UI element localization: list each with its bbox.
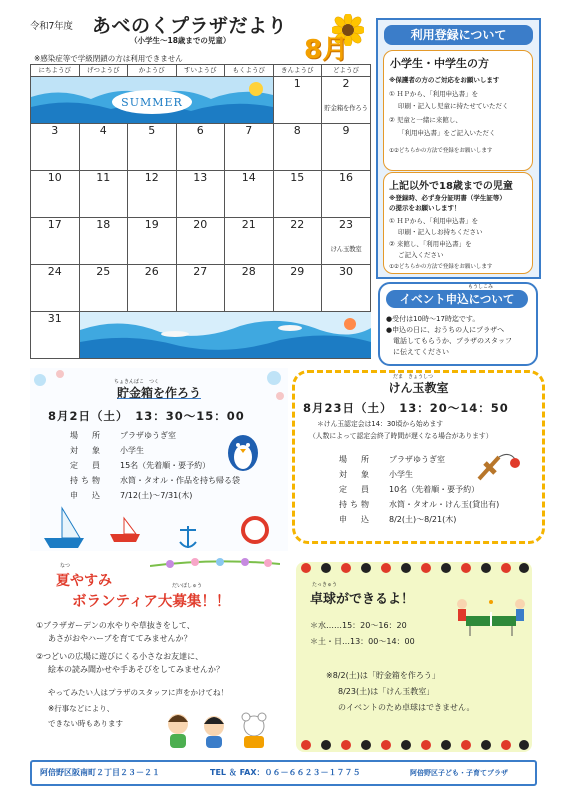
- weekday-fri: きんようび: [273, 65, 322, 77]
- age-note: （小学生〜18歳までの児童）: [130, 36, 231, 45]
- detail-value: プラザゆうぎ室: [120, 431, 176, 440]
- calendar-week: [31, 171, 371, 218]
- detail-row: [70, 473, 240, 488]
- surf-banner: [79, 312, 371, 359]
- other-step2: ② 来館し、「利用申込書」を: [389, 240, 472, 248]
- calendar-week: [31, 124, 371, 171]
- month-label: 8月: [304, 35, 349, 65]
- detail-value: プラザゆうぎ室: [389, 455, 445, 464]
- day-number: 27: [193, 265, 208, 278]
- elementary-heading: 小学生・中学生の方: [390, 57, 489, 70]
- detail-key: 場 所: [70, 431, 103, 440]
- event-application-title: イベント申込について: [386, 290, 528, 308]
- event-app-hours: ●受付は10時〜17時迄です。: [386, 315, 480, 323]
- calendar-day: [176, 124, 225, 171]
- detail-row: [70, 488, 240, 503]
- weekday-mon: げつようび: [79, 65, 128, 77]
- paddle-border-top: [296, 562, 532, 576]
- calendar-day: [322, 77, 371, 124]
- calendar-day: [31, 312, 80, 359]
- day-number: 26: [144, 265, 159, 278]
- registration-title: 利用登録について: [384, 25, 533, 45]
- detail-key: 場 所: [339, 455, 372, 464]
- day-number: 16: [339, 171, 353, 184]
- day-number: 10: [47, 171, 62, 184]
- elementary-step1-cont: 印刷・記入し児童に持たせていただく: [398, 102, 509, 110]
- detail-row: [339, 512, 499, 527]
- day-number: 21: [241, 218, 256, 231]
- day-number: 23: [339, 218, 353, 231]
- volunteer-line3: ②つどいの広場に遊びにくる小さなお友達に、: [36, 652, 204, 661]
- day-event: けん玉教室: [330, 245, 362, 253]
- kendama-date: 8月23日（土） 13：20〜14：50: [303, 401, 509, 415]
- day-number: 30: [339, 265, 353, 278]
- volunteer-line4: 絵本の読み聞かせや手あそびをしてみませんか？: [48, 665, 224, 674]
- calendar-day: [273, 265, 322, 312]
- detail-value: 8/2(土)〜8/21(木): [389, 515, 457, 524]
- ping-pong-icon: [456, 594, 526, 636]
- other-method-note: ①②どちらかの方法で登録をお願いします: [389, 264, 493, 270]
- footer-phone: TEL ＆ FAX：０６－６６２３－１７７５: [210, 768, 361, 777]
- calendar-day: [31, 218, 80, 265]
- calendar-day: [128, 171, 177, 218]
- title-furigana: なつ: [60, 563, 71, 569]
- detail-value: 小学生: [389, 470, 413, 479]
- calendar-day: [31, 124, 80, 171]
- calendar-day: [79, 124, 128, 171]
- calendar-day: [31, 171, 80, 218]
- day-event: 貯金箱を作ろう: [324, 104, 368, 112]
- day-number: 14: [241, 171, 256, 184]
- detail-key: 申 込: [70, 491, 103, 500]
- id-requirement-note-cont: の提示をお願いします！: [389, 204, 461, 212]
- day-number: 22: [290, 218, 305, 231]
- volunteer-line5: やってみたい人はプラザのスタッフに声をかけてね！: [48, 688, 228, 697]
- detail-row: [70, 458, 240, 473]
- day-number: 29: [290, 265, 305, 278]
- detail-key: 定 員: [70, 461, 103, 470]
- detail-value: 水筒・タオル・作品を持ち帰る袋: [120, 476, 240, 485]
- day-number: 15: [290, 171, 305, 184]
- detail-key: 持ち物: [70, 476, 103, 485]
- title-furigana: たっきゅう: [312, 582, 338, 588]
- calendar-day: [225, 171, 274, 218]
- calendar-day: [176, 218, 225, 265]
- volunteer-title-1: 夏やすみ: [56, 573, 112, 589]
- volunteer-line6: ※行事などにより、: [48, 704, 115, 713]
- title-furigana: だま きょうしつ: [393, 374, 434, 380]
- summer-banner-art: [31, 77, 273, 123]
- calendar-day: [225, 218, 274, 265]
- kendama-note1: ＊けん玉認定会は14：30頃から始めます: [317, 420, 444, 428]
- surf-banner-art: [80, 312, 371, 358]
- volunteer-line2: あさがおやハーブを育ててみませんか？: [48, 634, 192, 643]
- day-number: 4: [99, 124, 107, 137]
- paddle-border-bottom: [296, 738, 532, 752]
- elementary-method-note: ①②どちらかの方法で登録をお願いします: [389, 148, 493, 154]
- calendar-day: [322, 124, 371, 171]
- calendar-week: [31, 77, 371, 124]
- weekday-header: [31, 65, 371, 77]
- piggy-bank-details: [70, 428, 240, 503]
- day-number: 20: [193, 218, 208, 231]
- calendar-week: [31, 312, 371, 359]
- elementary-note: ※保護者の方のご対応をお願いします: [389, 76, 500, 84]
- kids-illustration: [162, 708, 280, 750]
- detail-key: 持ち物: [339, 500, 372, 509]
- calendar-day: [79, 265, 128, 312]
- tt-note1: ※8/2(土)は「貯金箱を作ろう」: [326, 671, 440, 680]
- detail-row: [70, 443, 240, 458]
- weekday-sat: どようび: [322, 65, 371, 77]
- volunteer-line1: ①プラザガーデンの水やりや草抜きをして、: [36, 621, 195, 630]
- detail-value: 小学生: [120, 446, 144, 455]
- table-tennis-title: 卓球ができるよ！: [310, 592, 415, 607]
- day-number: 13: [193, 171, 208, 184]
- volunteer-line7: できない時もあります: [48, 719, 123, 728]
- weekday-thu: もくようび: [225, 65, 274, 77]
- detail-row: [339, 497, 499, 512]
- event-app-line3: 電話してもらうか、プラザのスタッフ: [393, 337, 512, 345]
- event-app-line4: に伝えてください: [393, 348, 449, 356]
- day-number: 19: [144, 218, 159, 231]
- piggy-bank-event: [30, 368, 288, 551]
- weekday-wed: すいようび: [176, 65, 225, 77]
- kendama-icon: [475, 449, 523, 485]
- kendama-note2: （人数によって認定会終了時間が遅くなる場合があります）: [309, 432, 493, 440]
- day-number: 28: [241, 265, 256, 278]
- other-youth-box: [383, 172, 533, 274]
- event-app-furigana: もうしこみ: [468, 284, 494, 290]
- kendama-title: けん玉教室: [388, 381, 449, 395]
- footer-organization: 阿倍野区子ども・子育てプラザ: [410, 769, 508, 777]
- day-number: 7: [245, 124, 253, 137]
- day-number: 3: [51, 124, 59, 137]
- edition-label: 令和7年度: [30, 21, 73, 32]
- event-application-panel: [378, 282, 538, 366]
- elementary-step2: ② 児童と一緒に来館し、: [389, 116, 462, 124]
- calendar-day: [79, 218, 128, 265]
- detail-key: 対 象: [70, 446, 103, 455]
- other-youth-heading: 上記以外で18歳までの児童: [389, 181, 513, 192]
- calendar-day: [322, 265, 371, 312]
- calendar-day: [225, 265, 274, 312]
- summer-banner: [31, 77, 274, 124]
- calendar-day: [322, 218, 371, 265]
- other-step2-cont: ご記入ください: [398, 251, 444, 259]
- calendar-day: [176, 171, 225, 218]
- other-step1-cont: 印刷・記入しお持ちください: [398, 228, 483, 236]
- event-app-line2: ●申込の日に、おうちの人にプラザへ: [386, 326, 505, 334]
- volunteer-title-2: ボランティア大募集！！: [72, 594, 231, 610]
- detail-value: 15名（先着順・要予約）: [120, 461, 211, 470]
- flower-garland: [150, 556, 280, 574]
- day-number: 9: [342, 124, 350, 137]
- calendar-day: [322, 171, 371, 218]
- calendar-day: [128, 265, 177, 312]
- piggy-bank-title: 貯金箱を作ろう: [116, 386, 201, 400]
- day-number: 2: [342, 77, 350, 90]
- detail-key: 申 込: [339, 515, 372, 524]
- calendar-day: [128, 218, 177, 265]
- closure-notice: ※感染症等で学級閉鎖の方は利用できません: [34, 54, 183, 63]
- day-number: 6: [196, 124, 204, 137]
- calendar-day: [225, 124, 274, 171]
- registration-panel: [376, 18, 541, 279]
- footer-address: 阿倍野区阪南町２丁目２３－２１: [40, 768, 160, 777]
- newsletter-title: あべのくプラザだより: [92, 15, 288, 37]
- day-number: 1: [293, 77, 301, 90]
- table-tennis-box: [296, 562, 532, 752]
- tt-wednesday-hours: ＊水……15：20〜16：20: [310, 621, 407, 630]
- day-number: 8: [293, 124, 301, 137]
- tt-weekend-hours: ＊土・日…13：00〜14：00: [310, 637, 415, 646]
- day-number: 12: [144, 171, 159, 184]
- day-number: 5: [148, 124, 156, 137]
- detail-key: 定 員: [339, 485, 372, 494]
- title-furigana: ちょきんばこ つく: [114, 379, 160, 385]
- day-number: 31: [47, 312, 62, 325]
- kendama-event: [292, 370, 545, 544]
- calendar-day: [273, 77, 322, 124]
- tt-note2: 8/23(土)は「けん玉教室」: [338, 687, 435, 696]
- weekday-tue: かようび: [128, 65, 177, 77]
- calendar: [30, 64, 371, 359]
- calendar-week: [31, 265, 371, 312]
- detail-value: 10名（先着順・要予約）: [389, 485, 480, 494]
- weekday-sun: にちようび: [31, 65, 80, 77]
- footer: [30, 760, 537, 786]
- detail-value: 7/12(土)〜7/31(木): [120, 491, 193, 500]
- day-number: 17: [47, 218, 62, 231]
- banner-text: SUMMER: [121, 96, 183, 109]
- title-furigana: だいぼしゅう: [172, 583, 203, 589]
- day-number: 11: [96, 171, 111, 184]
- calendar-day: [176, 265, 225, 312]
- day-number: 25: [96, 265, 111, 278]
- detail-key: 対 象: [339, 470, 372, 479]
- calendar-day: [79, 171, 128, 218]
- elementary-box: [383, 50, 533, 171]
- penguin-icon: [226, 430, 260, 472]
- calendar-week: [31, 218, 371, 265]
- id-requirement-note: ※登録時、必ず身分証明書（学生証等）: [389, 194, 506, 202]
- calendar-day: [273, 171, 322, 218]
- day-number: 18: [96, 218, 111, 231]
- calendar-day: [273, 124, 322, 171]
- detail-value: 水筒・タオル・けん玉(貸出有): [389, 500, 500, 509]
- calendar-day: [273, 218, 322, 265]
- tt-note3: のイベントのため卓球はできません。: [338, 703, 475, 712]
- elementary-step1: ① ＨＰから、「利用申込書」を: [389, 90, 479, 98]
- calendar-day: [31, 265, 80, 312]
- other-step1: ① ＨＰから、「利用申込書」を: [389, 217, 479, 225]
- calendar-day: [128, 124, 177, 171]
- detail-row: [70, 428, 240, 443]
- piggy-bank-date: 8月2日（土） 13：30〜15：00: [48, 409, 245, 423]
- day-number: 24: [47, 265, 62, 278]
- elementary-step2-cont: 「利用申込書」をご記入いただく: [398, 129, 496, 137]
